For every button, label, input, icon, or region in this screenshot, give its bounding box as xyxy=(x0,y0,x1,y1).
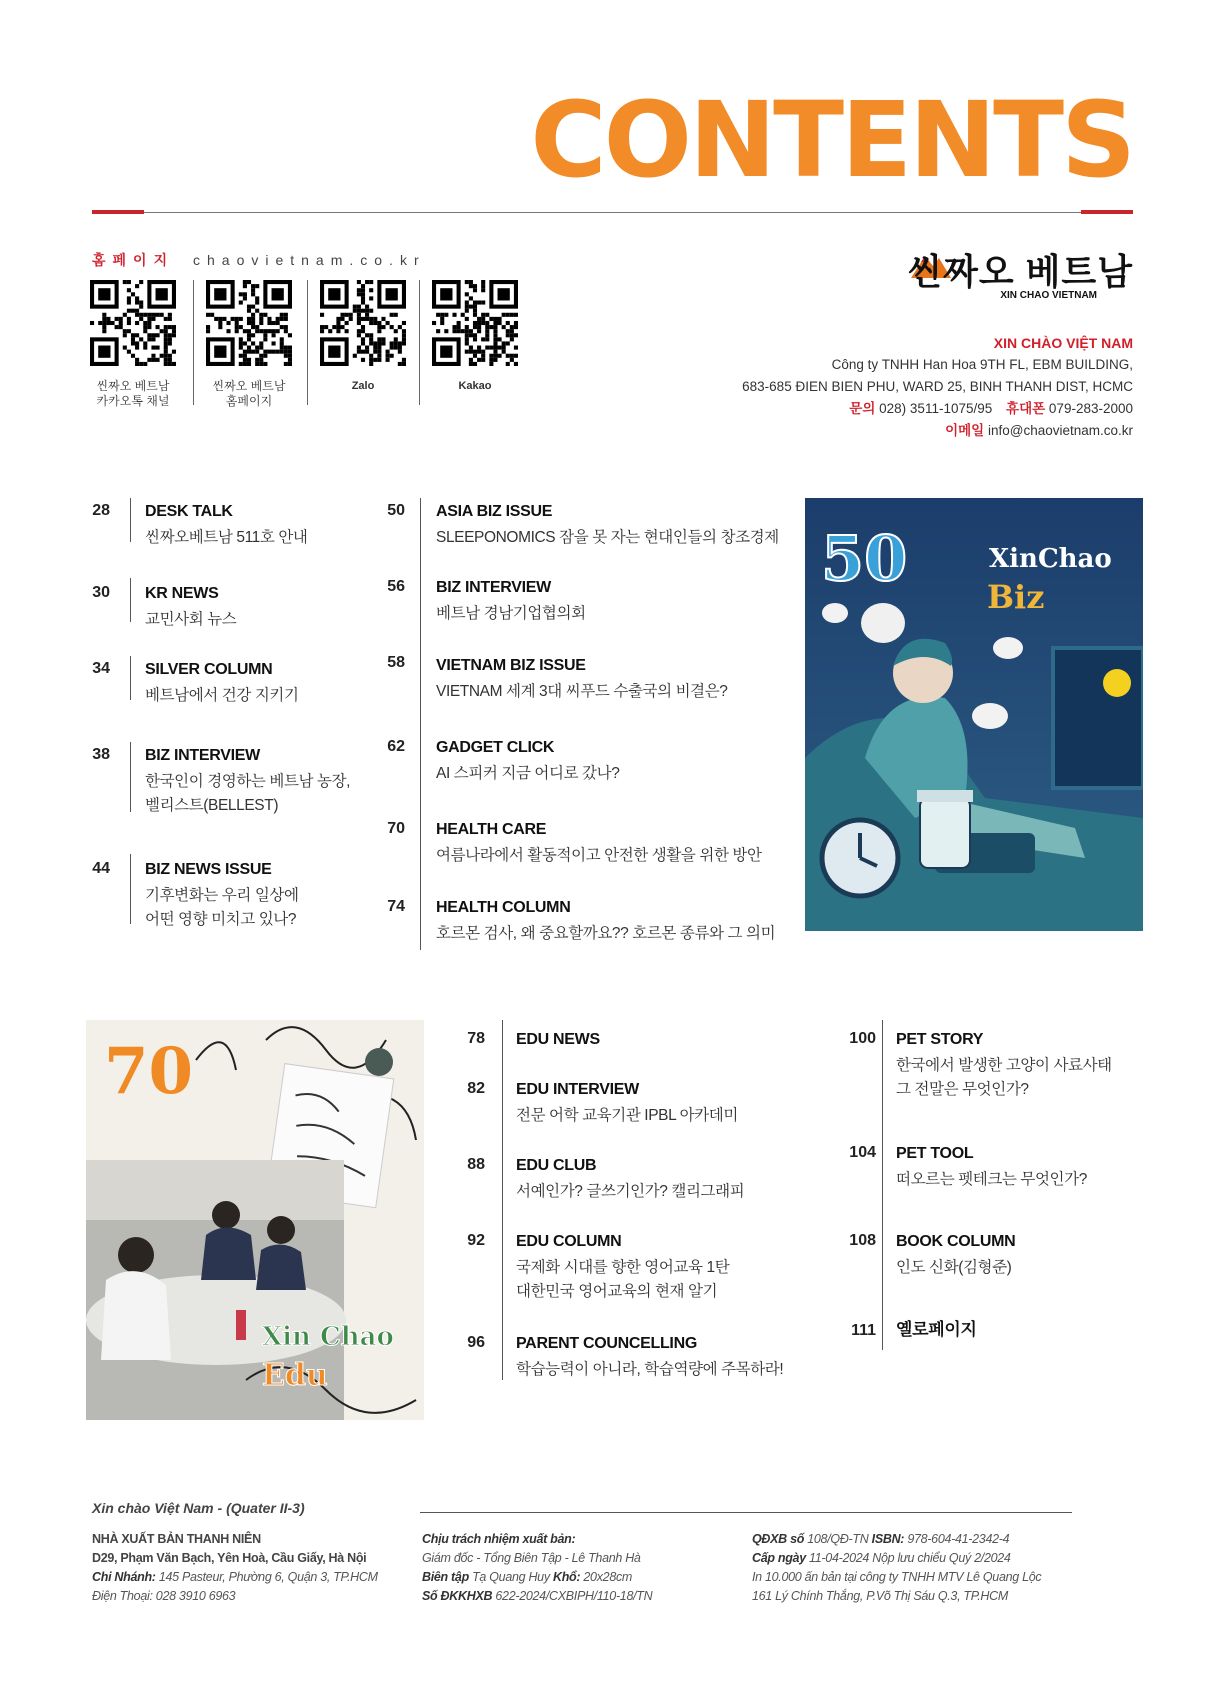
qr-homepage[interactable] xyxy=(194,280,304,409)
toc-column-rule xyxy=(502,1020,503,1380)
company-name: XIN CHÀO VIỆT NAM xyxy=(993,335,1133,351)
page-number: 70 xyxy=(387,820,405,837)
edu-brand: Xin Chao xyxy=(262,1322,394,1352)
homepage-label: 홈페이지 xyxy=(92,252,175,268)
footer-divider xyxy=(420,1512,1072,1513)
section-desc: SLEEPONOMICS 잠을 못 자는 현대인들의 창조경제 xyxy=(436,529,779,546)
page-number: 104 xyxy=(849,1144,876,1161)
page-number: 38 xyxy=(92,746,110,763)
header-accent-right xyxy=(1081,210,1133,214)
biz-cover-illustration[interactable] xyxy=(805,498,1143,931)
biz-page-number: 50 xyxy=(821,522,908,595)
toc-column-rule xyxy=(420,498,421,950)
edu-label: Edu xyxy=(262,1358,328,1393)
company-mobile[interactable]: 079-283-2000 xyxy=(1048,401,1133,416)
section-desc: 국제화 시대를 향한 영어교육 1탄 대한민국 영어교육의 현재 알기 xyxy=(516,1259,730,1300)
toc-rule xyxy=(130,742,131,812)
qr-kakao[interactable] xyxy=(420,280,530,394)
section-desc: 씬짜오베트남 511호 안내 xyxy=(145,529,308,546)
section-title: PET TOOL xyxy=(896,1145,974,1162)
section-title: EDU INTERVIEW xyxy=(516,1081,639,1098)
section-desc: 여름나라에서 활동적이고 안전한 생활을 위한 방안 xyxy=(436,847,762,864)
section-desc: 한국에서 발생한 고양이 사료사태 그 전말은 무엇인가? xyxy=(896,1057,1112,1098)
footer-title: Xin chào Việt Nam - (Quater II-3) xyxy=(92,1500,305,1516)
footer-responsibility: Chịu trách nhiệm xuất bản: Giám đốc - Tổng Biên Tập - Lê Thanh Hà Biên tập Tạ Quang Huy Khổ: 20x28cm Số ĐKKHXB 622-2024/CXBIPH/110-18/TN xyxy=(422,1532,653,1603)
page-number: 88 xyxy=(467,1156,485,1173)
brand-logo xyxy=(863,244,1133,304)
header-accent-left xyxy=(92,210,144,214)
toc-entry-text[interactable] xyxy=(516,1156,816,1204)
section-title: VIETNAM BIZ ISSUE xyxy=(436,657,586,674)
section-desc: 한국인이 경영하는 베트남 농장, 벨리스트(BELLEST) xyxy=(145,773,351,814)
section-title: 옐로페이지 xyxy=(896,1320,977,1339)
toc-entry-text[interactable] xyxy=(436,578,796,626)
section-desc: AI 스피커 지금 어디로 갔나? xyxy=(436,765,620,782)
qr-caption: 씬짜오 베트남 홈페이지 xyxy=(212,379,286,408)
biz-brand: XinChao xyxy=(989,544,1112,574)
section-desc: 기후변화는 우리 일상에 어떤 영향 미치고 있나? xyxy=(145,887,299,928)
company-address-2: 683-685 ĐIEN BIEN PHU, WARD 25, BINH THANH DIST, HCMC xyxy=(742,379,1133,394)
company-phone[interactable]: 028) 3511-1075/95 xyxy=(879,401,993,416)
section-title: GADGET CLICK xyxy=(436,739,555,756)
section-desc: 베트남 경남기업협의회 xyxy=(436,605,586,622)
page-number: 50 xyxy=(387,502,405,519)
page-number: 30 xyxy=(92,584,110,601)
section-title: KR NEWS xyxy=(145,585,219,602)
page-number: 58 xyxy=(387,654,405,671)
section-desc: 인도 신화(김형준) xyxy=(896,1259,1012,1276)
toc-entry-text[interactable] xyxy=(145,502,365,550)
page-number: 100 xyxy=(849,1030,876,1047)
homepage-line xyxy=(92,250,426,270)
page-number: 111 xyxy=(851,1322,876,1339)
toc-entry-text[interactable] xyxy=(145,584,365,632)
toc-entry-text[interactable] xyxy=(896,1320,1136,1340)
page-number: 62 xyxy=(387,738,405,755)
header-divider xyxy=(92,212,1133,213)
toc-entry-text[interactable] xyxy=(436,738,796,786)
section-title: EDU CLUB xyxy=(516,1157,597,1174)
toc-rule xyxy=(130,498,131,542)
qr-code-icon xyxy=(320,280,406,366)
toc-entry-text[interactable] xyxy=(436,502,796,550)
page-title: CONTENTS xyxy=(530,79,1133,201)
toc-column-rule xyxy=(882,1020,883,1350)
section-desc: 교민사회 뉴스 xyxy=(145,611,237,628)
section-title: HEALTH COLUMN xyxy=(436,899,571,916)
toc-entry-text[interactable] xyxy=(516,1080,816,1128)
section-desc: VIETNAM 세계 3대 씨푸드 수출국의 비결은? xyxy=(436,683,728,700)
section-desc: 떠오르는 펫테크는 무엇인가? xyxy=(896,1171,1087,1188)
section-title: BIZ NEWS ISSUE xyxy=(145,861,272,878)
edu-cover-illustration[interactable] xyxy=(86,1020,424,1420)
section-desc: 서예인가? 글쓰기인가? 캘리그래피 xyxy=(516,1183,745,1200)
toc-entry-text[interactable] xyxy=(145,860,375,932)
toc-entry-text[interactable] xyxy=(516,1232,816,1304)
section-title: PARENT COUNCELLING xyxy=(516,1335,697,1352)
toc-rule xyxy=(130,656,131,700)
section-desc: 학습능력이 아니라, 학습역량에 주목하라! xyxy=(516,1361,784,1378)
company-email-line: 이메일 info@chaovietnam.co.kr xyxy=(945,423,1133,438)
qr-code-icon xyxy=(90,280,176,366)
section-desc: 베트남에서 건강 지키기 xyxy=(145,687,299,704)
section-title: HEALTH CARE xyxy=(436,821,547,838)
toc-entry-text[interactable] xyxy=(436,820,796,868)
page-number: 78 xyxy=(467,1030,485,1047)
footer-registration: QĐXB số 108/QĐ-TN ISBN: 978-604-41-2342-4 Cấp ngày 11-04-2024 Nộp lưu chiểu Quý 2/2024 In 10.000 ấn bản tại công ty TNHH MTV Lê Quang Lộc 161 Lý Chính Thắng, P.Võ Thị Sáu Q.3, TP.HCM xyxy=(752,1532,1042,1603)
qr-code-icon xyxy=(206,280,292,366)
page-number: 82 xyxy=(467,1080,485,1097)
toc-entry-text[interactable] xyxy=(896,1232,1136,1280)
logo-english: XIN CHAO VIETNAM xyxy=(1000,290,1097,301)
section-title: BIZ INTERVIEW xyxy=(436,579,551,596)
toc-entry-text[interactable] xyxy=(896,1144,1136,1192)
toc-entry-text[interactable] xyxy=(145,746,375,818)
section-desc: 전문 어학 교육기관 IPBL 아카데미 xyxy=(516,1107,738,1124)
section-title: SILVER COLUMN xyxy=(145,661,273,678)
toc-entry-text[interactable] xyxy=(516,1030,816,1050)
section-title: DESK TALK xyxy=(145,503,233,520)
section-title: ASIA BIZ ISSUE xyxy=(436,503,553,520)
toc-entry-text[interactable] xyxy=(516,1334,826,1382)
edu-page-number: 70 xyxy=(104,1034,194,1109)
footer-publisher: NHÀ XUẤT BẢN THANH NIÊN D29, Phạm Văn Bạch, Yên Hoà, Cầu Giấy, Hà Nội Chi Nhánh: 145 Pasteur, Phường 6, Quận 3, TP.HCM Điện Thoại: 028 3910 6963 xyxy=(92,1532,378,1603)
company-address-1: Công ty TNHH Han Hoa 9TH FL, EBM BUILDING, xyxy=(831,357,1133,372)
page-number: 56 xyxy=(387,578,405,595)
section-title: EDU NEWS xyxy=(516,1031,600,1048)
section-title: EDU COLUMN xyxy=(516,1233,622,1250)
toc-entry-text[interactable] xyxy=(145,660,365,708)
section-title: BOOK COLUMN xyxy=(896,1233,1016,1250)
page-number: 34 xyxy=(92,660,110,677)
qr-kakao-channel[interactable] xyxy=(78,280,188,409)
logo-korean: 씬짜오 베트남 xyxy=(907,251,1133,292)
page-number: 44 xyxy=(92,860,110,877)
qr-caption: Kakao xyxy=(458,380,492,392)
page-number: 74 xyxy=(387,898,405,915)
section-desc: 호르몬 검사, 왜 중요할까요?? 호르몬 종류와 그 의미 xyxy=(436,925,776,942)
page-number: 108 xyxy=(849,1232,876,1249)
toc-entry-text[interactable] xyxy=(896,1030,1136,1102)
page-number: 96 xyxy=(467,1334,485,1351)
qr-caption: Zalo xyxy=(351,380,375,392)
toc-rule xyxy=(130,854,131,924)
company-email[interactable]: info@chaovietnam.co.kr xyxy=(987,423,1133,438)
qr-code-icon xyxy=(432,280,518,366)
company-info xyxy=(742,332,1133,442)
company-contacts: 문의 028) 3511-1075/95 휴대폰 079-283-2000 xyxy=(849,401,1133,416)
section-title: BIZ INTERVIEW xyxy=(145,747,260,764)
toc-rule xyxy=(130,578,131,622)
page-number: 92 xyxy=(467,1232,485,1249)
toc-entry-text[interactable] xyxy=(436,656,796,704)
section-title: PET STORY xyxy=(896,1031,984,1048)
qr-zalo[interactable] xyxy=(308,280,418,394)
toc-entry-text[interactable] xyxy=(436,898,806,946)
qr-caption: 씬짜오 베트남 카카오톡 채널 xyxy=(96,379,170,408)
page-number: 28 xyxy=(92,502,110,519)
homepage-url[interactable]: chaovietnam.co.kr xyxy=(193,252,426,268)
biz-label: Biz xyxy=(987,578,1045,616)
